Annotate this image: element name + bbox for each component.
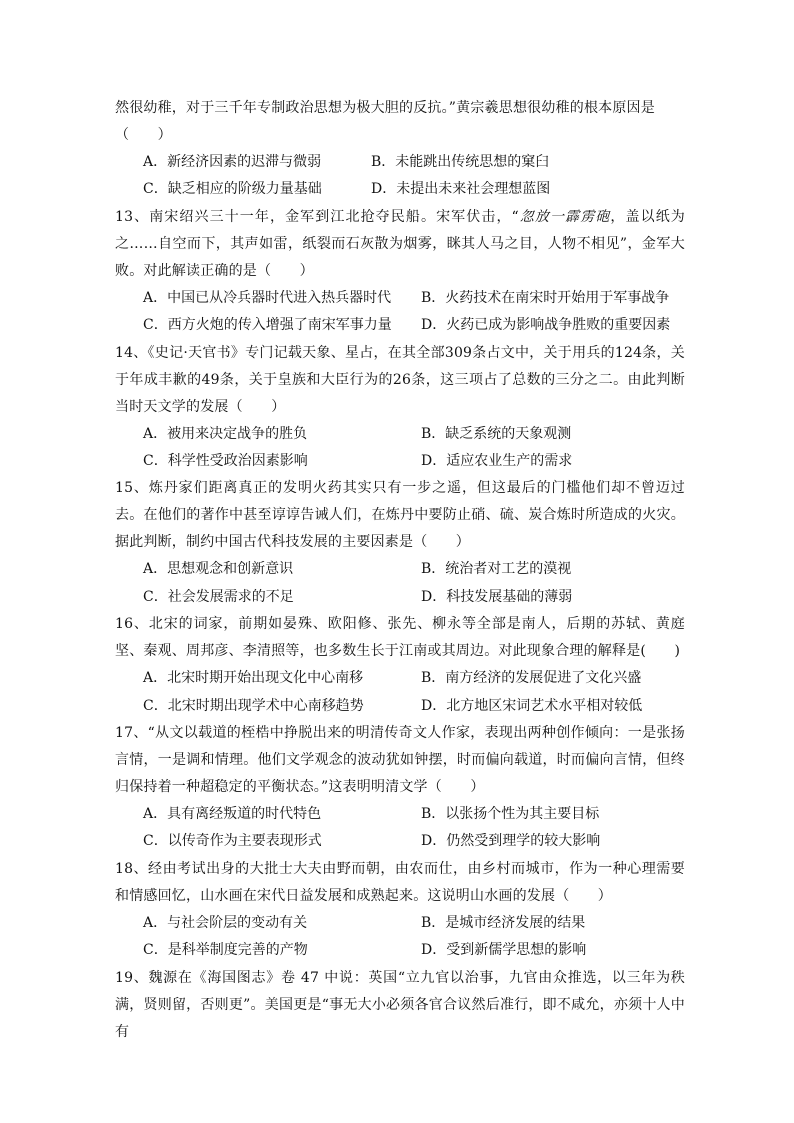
q12-option-d[interactable]: D．未提出未来社会理想蓝图 xyxy=(371,181,551,198)
q18-stem: 18、经由考试出身的大批士大夫由野而朝，由农而仕，由乡村而城市，作为一种心理需要和情感回忆，山水画在宋代日益发展和成熟起来。这说明山水画的发展（ ） xyxy=(115,860,685,904)
q15-options xyxy=(115,556,685,611)
exam-content xyxy=(115,95,685,1046)
q16-option-c[interactable]: C．北宋时期出现学术中心南移趋势 xyxy=(143,697,364,714)
q12-stem xyxy=(115,95,690,149)
q13-stem-quote: 忽放一霹雳砲 xyxy=(518,208,611,225)
q12-option-b[interactable]: B．未能跳出传统思想的窠臼 xyxy=(371,154,550,170)
q18-option-c[interactable]: C．是科举制度完善的产物 xyxy=(143,942,308,959)
q12-option-a[interactable]: A．新经济因素的迟滞与微弱 xyxy=(143,154,322,170)
q15-option-d[interactable]: D．科技发展基础的薄弱 xyxy=(421,588,573,605)
q15-option-c[interactable]: C．社会发展需求的不足 xyxy=(143,588,294,605)
q16-stem: 16、北宋的词家，前期如晏殊、欧阳修、张先、柳永等全部是南人，后期的苏轼、黄庭坚、秦观、周邦彦、李清照等，也多数生长于江南或其周边。对此现象合理的解释是( ) xyxy=(115,616,685,660)
q13-option-c[interactable]: C．西方火炮的传入增强了南宋军事力量 xyxy=(143,317,392,334)
q14-option-a[interactable]: A．被用来决定战争的胜负 xyxy=(143,425,308,442)
q13-stem-a: 13、南宋绍兴三十一年，金军到江北抢夺民船。宋军伏击，“ xyxy=(115,208,519,225)
q13-stem xyxy=(115,204,685,285)
q13-option-a[interactable]: A．中国已从冷兵器时代进入热兵器时代 xyxy=(143,289,392,306)
q14-options xyxy=(115,421,685,476)
q13-options xyxy=(115,285,685,340)
q16-options xyxy=(115,665,685,720)
q13-option-b[interactable]: B．火药技术在南宋时开始用于军事战争 xyxy=(421,289,670,306)
q12-option-c[interactable]: C．缺乏相应的阶级力量基础 xyxy=(143,181,322,198)
q17-option-d[interactable]: D．仍然受到理学的较大影响 xyxy=(421,833,601,850)
q18-options xyxy=(115,910,685,965)
q12-stem-text: 然很幼稚，对于三千年专制政治思想为极大胆的反抗。”黄宗羲思想很幼稚的根本原因是 xyxy=(115,100,655,116)
q12-options xyxy=(115,149,685,204)
q18-option-d[interactable]: D．受到新儒学思想的影响 xyxy=(421,942,587,959)
q16-option-a[interactable]: A．北宋时期开始出现文化中心南移 xyxy=(143,670,364,687)
q17-option-c[interactable]: C．以传奇作为主要表现形式 xyxy=(143,833,322,850)
q14-option-d[interactable]: D．适应农业生产的需求 xyxy=(421,453,573,470)
q12-paren: （ ） xyxy=(115,127,172,143)
q17-stem: 17、“从文以载道的桎梏中挣脱出来的明清传奇文人作家，表现出两种创作倾向：一是张扬言情，一是调和情理。他们文学观念的波动犹如钟摆，时而偏向载道，时而偏向言情，但终归保持着一种超稳定的平衡状态。”这表明明清文学（ ） xyxy=(115,725,685,796)
q15-option-b[interactable]: B．统治者对工艺的漠视 xyxy=(421,561,572,578)
q15-stem: 15、炼丹家们距离真正的发明火药其实只有一步之遥，但这最后的门槛他们却不曾迈过去。在他们的著作中甚至谆谆告诫人们，在炼丹中要防止硝、硫、炭合炼时所造成的火灾。据此判断，制约中国古代科技发展的主要因素是（ ） xyxy=(115,480,685,551)
q13-option-d[interactable]: D．火药已成为影响战争胜败的重要因素 xyxy=(421,317,671,334)
q17-option-b[interactable]: B．以张扬个性为其主要目标 xyxy=(421,806,600,823)
q15-option-a[interactable]: A．思想观念和创新意识 xyxy=(143,561,294,578)
q13-stem-b: ，盖以纸为之……自空而下，其声如雷，纸裂而石灰散为烟雾，眯其人马之目，人物不相见”，金军大败。对此解读正确的是（ ） xyxy=(115,208,685,279)
q14-stem: 14、《史记·天官书》专门记载天象、星占，在其全部309条占文中，关于用兵的124条，关于年成丰歉的49条，关于皇族和大臣行为的26条，这三项占了总数的三分之二。由此判断当时天文学的发展（ ） xyxy=(115,344,685,415)
q16-option-b[interactable]: B．南方经济的发展促进了文化兴盛 xyxy=(421,670,642,687)
q17-option-a[interactable]: A．具有离经叛道的时代特色 xyxy=(143,806,322,823)
q14-option-b[interactable]: B．缺乏系统的天象观测 xyxy=(421,425,572,442)
q18-option-a[interactable]: A．与社会阶层的变动有关 xyxy=(143,914,308,931)
q17-options xyxy=(115,801,685,856)
q18-option-b[interactable]: B．是城市经济发展的结果 xyxy=(421,914,586,931)
q14-option-c[interactable]: C．科学性受政治因素影响 xyxy=(143,453,308,470)
q19-stem: 19、魏源在《海国图志》卷 47 中说：英国“立九官以治事，九官由众推选，以三年为秩满，贤则留，否则更”。美国更是“事无大小必须各官合议然后准行，即不咸允，亦须十人中有 xyxy=(115,969,685,1040)
q16-option-d[interactable]: D．北方地区宋词艺术水平相对较低 xyxy=(421,697,643,714)
